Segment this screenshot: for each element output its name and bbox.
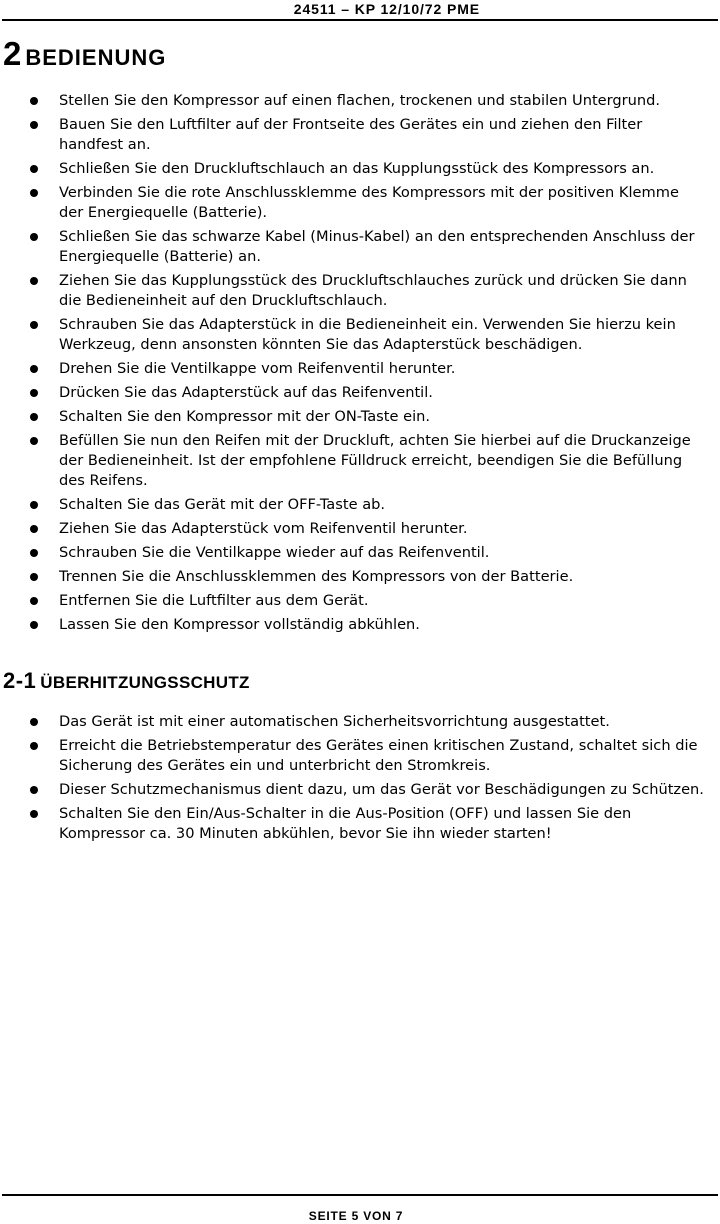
list-item-text: Schrauben Sie die Ventilkappe wieder auf das Reifenventil. bbox=[59, 544, 490, 561]
overheat-protection-list bbox=[0, 712, 720, 848]
list-item-text: Lassen Sie den Kompressor vollständig abkühlen. bbox=[59, 616, 420, 633]
subsection-number: 2-1 bbox=[3, 668, 37, 693]
list-item-text: Drücken Sie das Adapterstück auf das Reifenventil. bbox=[59, 384, 433, 401]
list-item-text: Schließen Sie den Druckluftschlauch an das Kupplungsstück des Kompressors an. bbox=[59, 160, 655, 177]
list-item bbox=[0, 383, 720, 403]
list-item-text: Erreicht die Betriebstemperatur des Gerätes einen kritischen Zustand, schaltet sich die Sicherung des Gerätes ein und unterbricht den Stromkreis. bbox=[59, 737, 698, 774]
list-item-text: Das Gerät ist mit einer automatischen Sicherheitsvorrichtung ausgestattet. bbox=[59, 713, 610, 730]
list-item bbox=[0, 271, 720, 311]
header-divider bbox=[2, 19, 718, 21]
list-item-text: Ziehen Sie das Kupplungsstück des Druckluftschlauches zurück und drücken Sie dann die Bedieneinheit auf den Druckluftschlauch. bbox=[59, 272, 687, 309]
list-item-text: Drehen Sie die Ventilkappe vom Reifenventil herunter. bbox=[59, 360, 456, 377]
list-item-text: Stellen Sie den Kompressor auf einen flachen, trockenen und stabilen Untergrund. bbox=[59, 92, 661, 109]
list-item-text: Schalten Sie das Gerät mit der OFF-Taste ab. bbox=[59, 496, 386, 513]
subsection-title: ÜBERHITZUNGSSCHUTZ bbox=[40, 673, 250, 692]
bullet-icon bbox=[30, 573, 38, 581]
list-item-text: Schließen Sie das schwarze Kabel (Minus-Kabel) an den entsprechenden Anschluss der Energiequelle (Batterie) an. bbox=[59, 228, 695, 265]
list-item bbox=[0, 183, 720, 223]
section-heading bbox=[3, 35, 166, 73]
list-item-text: Bauen Sie den Luftfilter auf der Frontseite des Gerätes ein und ziehen den Filter handfest an. bbox=[59, 116, 643, 153]
page-header bbox=[0, 0, 720, 28]
list-item-text: Trennen Sie die Anschlussklemmen des Kompressors von der Batterie. bbox=[59, 568, 574, 585]
bullet-icon bbox=[30, 413, 38, 421]
bullet-icon bbox=[30, 365, 38, 373]
list-item bbox=[0, 780, 720, 800]
list-item-text: Dieser Schutzmechanismus dient dazu, um das Gerät vor Beschädigungen zu Schützen. bbox=[59, 781, 704, 798]
list-item bbox=[0, 431, 720, 491]
bullet-icon bbox=[30, 437, 38, 445]
bullet-icon bbox=[30, 501, 38, 509]
list-item bbox=[0, 91, 720, 111]
list-item bbox=[0, 519, 720, 539]
bullet-icon bbox=[30, 277, 38, 285]
document-id: 24511 – KP 12/10/72 PME bbox=[293, 1, 480, 17]
list-item bbox=[0, 567, 720, 587]
list-item bbox=[0, 407, 720, 427]
bullet-icon bbox=[30, 718, 38, 726]
bullet-icon bbox=[30, 621, 38, 629]
list-item bbox=[0, 615, 720, 635]
list-item bbox=[0, 495, 720, 515]
bullet-icon bbox=[30, 549, 38, 557]
footer-divider bbox=[2, 1194, 718, 1196]
list-item bbox=[0, 712, 720, 732]
list-item bbox=[0, 736, 720, 776]
bullet-icon bbox=[30, 597, 38, 605]
list-item-text: Schrauben Sie das Adapterstück in die Bedieneinheit ein. Verwenden Sie hierzu kein Werkzeug, denn ansonsten könnten Sie das Adapterstück beschädigen. bbox=[59, 316, 676, 353]
list-item-text: Verbinden Sie die rote Anschlussklemme des Kompressors mit der positiven Klemme der Energiequelle (Batterie). bbox=[59, 184, 679, 221]
bullet-icon bbox=[30, 525, 38, 533]
bullet-icon bbox=[30, 389, 38, 397]
list-item-text: Ziehen Sie das Adapterstück vom Reifenventil herunter. bbox=[59, 520, 468, 537]
bullet-icon bbox=[30, 786, 38, 794]
bullet-icon bbox=[30, 189, 38, 197]
list-item bbox=[0, 359, 720, 379]
list-item bbox=[0, 115, 720, 155]
page-number: SEITE 5 VON 7 bbox=[308, 1209, 404, 1223]
page-footer bbox=[0, 1205, 720, 1224]
operation-steps-list bbox=[0, 91, 720, 639]
list-item-text: Schalten Sie den Kompressor mit der ON-Taste ein. bbox=[59, 408, 431, 425]
list-item-text: Schalten Sie den Ein/Aus-Schalter in die Aus-Position (OFF) und lassen Sie den Kompressor ca. 30 Minuten abkühlen, bevor Sie ihn wieder starten! bbox=[59, 805, 632, 842]
section-number: 2 bbox=[3, 35, 22, 72]
list-item bbox=[0, 591, 720, 611]
bullet-icon bbox=[30, 233, 38, 241]
list-item bbox=[0, 804, 720, 844]
section-title: BEDIENUNG bbox=[25, 45, 167, 70]
list-item bbox=[0, 159, 720, 179]
list-item bbox=[0, 543, 720, 563]
bullet-icon bbox=[30, 742, 38, 750]
list-item-text: Befüllen Sie nun den Reifen mit der Druckluft, achten Sie hierbei auf die Druckanzeige der Bedieneinheit. Ist der empfohlene Fülldruck erreicht, beendigen Sie die Befüllung des Reifens. bbox=[59, 432, 691, 489]
subsection-heading bbox=[3, 667, 250, 695]
list-item bbox=[0, 227, 720, 267]
bullet-icon bbox=[30, 321, 38, 329]
bullet-icon bbox=[30, 121, 38, 129]
bullet-icon bbox=[30, 810, 38, 818]
list-item-text: Entfernen Sie die Luftfilter aus dem Gerät. bbox=[59, 592, 369, 609]
bullet-icon bbox=[30, 165, 38, 173]
list-item bbox=[0, 315, 720, 355]
bullet-icon bbox=[30, 97, 38, 105]
